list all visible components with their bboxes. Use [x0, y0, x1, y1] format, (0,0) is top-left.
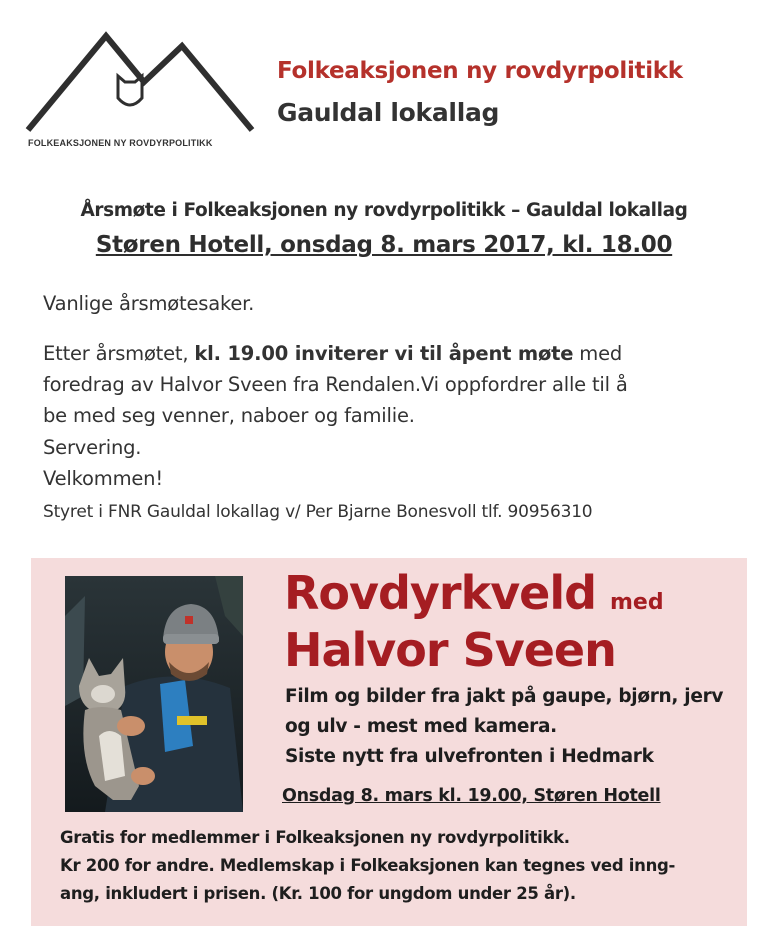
- event-desc-2: og ulv - mest med kamera.: [285, 716, 557, 737]
- price-line-3: ang, inkludert i prisen. (Kr. 100 for ungdom under 25 år).: [60, 884, 576, 903]
- event-title-line1: Rovdyrkveld: [284, 566, 597, 620]
- event-date: Onsdag 8. mars kl. 19.00, Støren Hotell: [282, 786, 661, 806]
- event-desc-1: Film og bilder fra jakt på gaupe, bjørn, jerv: [285, 686, 724, 707]
- org-subtitle: Gauldal lokallag: [277, 98, 500, 127]
- event-desc-3: Siste nytt fra ulvefronten i Hedmark: [285, 746, 654, 767]
- org-name: Folkeaksjonen ny rovdyrpolitikk: [277, 58, 683, 84]
- price-line-2: Kr 200 for andre. Medlemskap i Folkeaksjonen kan tegnes ved inng-: [60, 856, 676, 875]
- price-line-1: Gratis for medlemmer i Folkeaksjonen ny rovdyrpolitikk.: [60, 828, 570, 847]
- event-title-line2: Halvor Sveen: [284, 623, 616, 677]
- invite-line: [43, 342, 622, 365]
- logo: [22, 26, 262, 156]
- meeting-title: Årsmøte i Folkeaksjonen ny rovdyrpolitikk – Gauldal lokallag: [80, 200, 688, 221]
- serving-text: Servering.: [43, 436, 142, 459]
- invite-bold: kl. 19.00 inviterer vi til åpent møte: [194, 342, 574, 365]
- invite-pre: Etter årsmøtet,: [43, 342, 195, 365]
- mountain-cat-logo-icon: [22, 26, 262, 138]
- signature: Styret i FNR Gauldal lokallag v/ Per Bjarne Bonesvoll tlf. 90956310: [43, 502, 593, 522]
- logo-text: FOLKEAKSJONEN NY ROVDYRPOLITIKK: [28, 138, 213, 148]
- invite-post: med: [573, 342, 623, 365]
- invite-line-2: foredrag av Halvor Sveen fra Rendalen.Vi oppfordrer alle til å: [43, 373, 628, 396]
- invite-line-3: be med seg venner, naboer og familie.: [43, 404, 415, 427]
- meeting-place-time: Støren Hotell, onsdag 8. mars 2017, kl. 18.00: [95, 232, 673, 258]
- speaker-photo: [65, 576, 243, 812]
- welcome-text: Velkommen!: [43, 467, 163, 490]
- agenda-text: Vanlige årsmøtesaker.: [43, 292, 255, 315]
- speaker-with-dog-photo-icon: [65, 576, 243, 812]
- event-title-med: med: [610, 590, 664, 615]
